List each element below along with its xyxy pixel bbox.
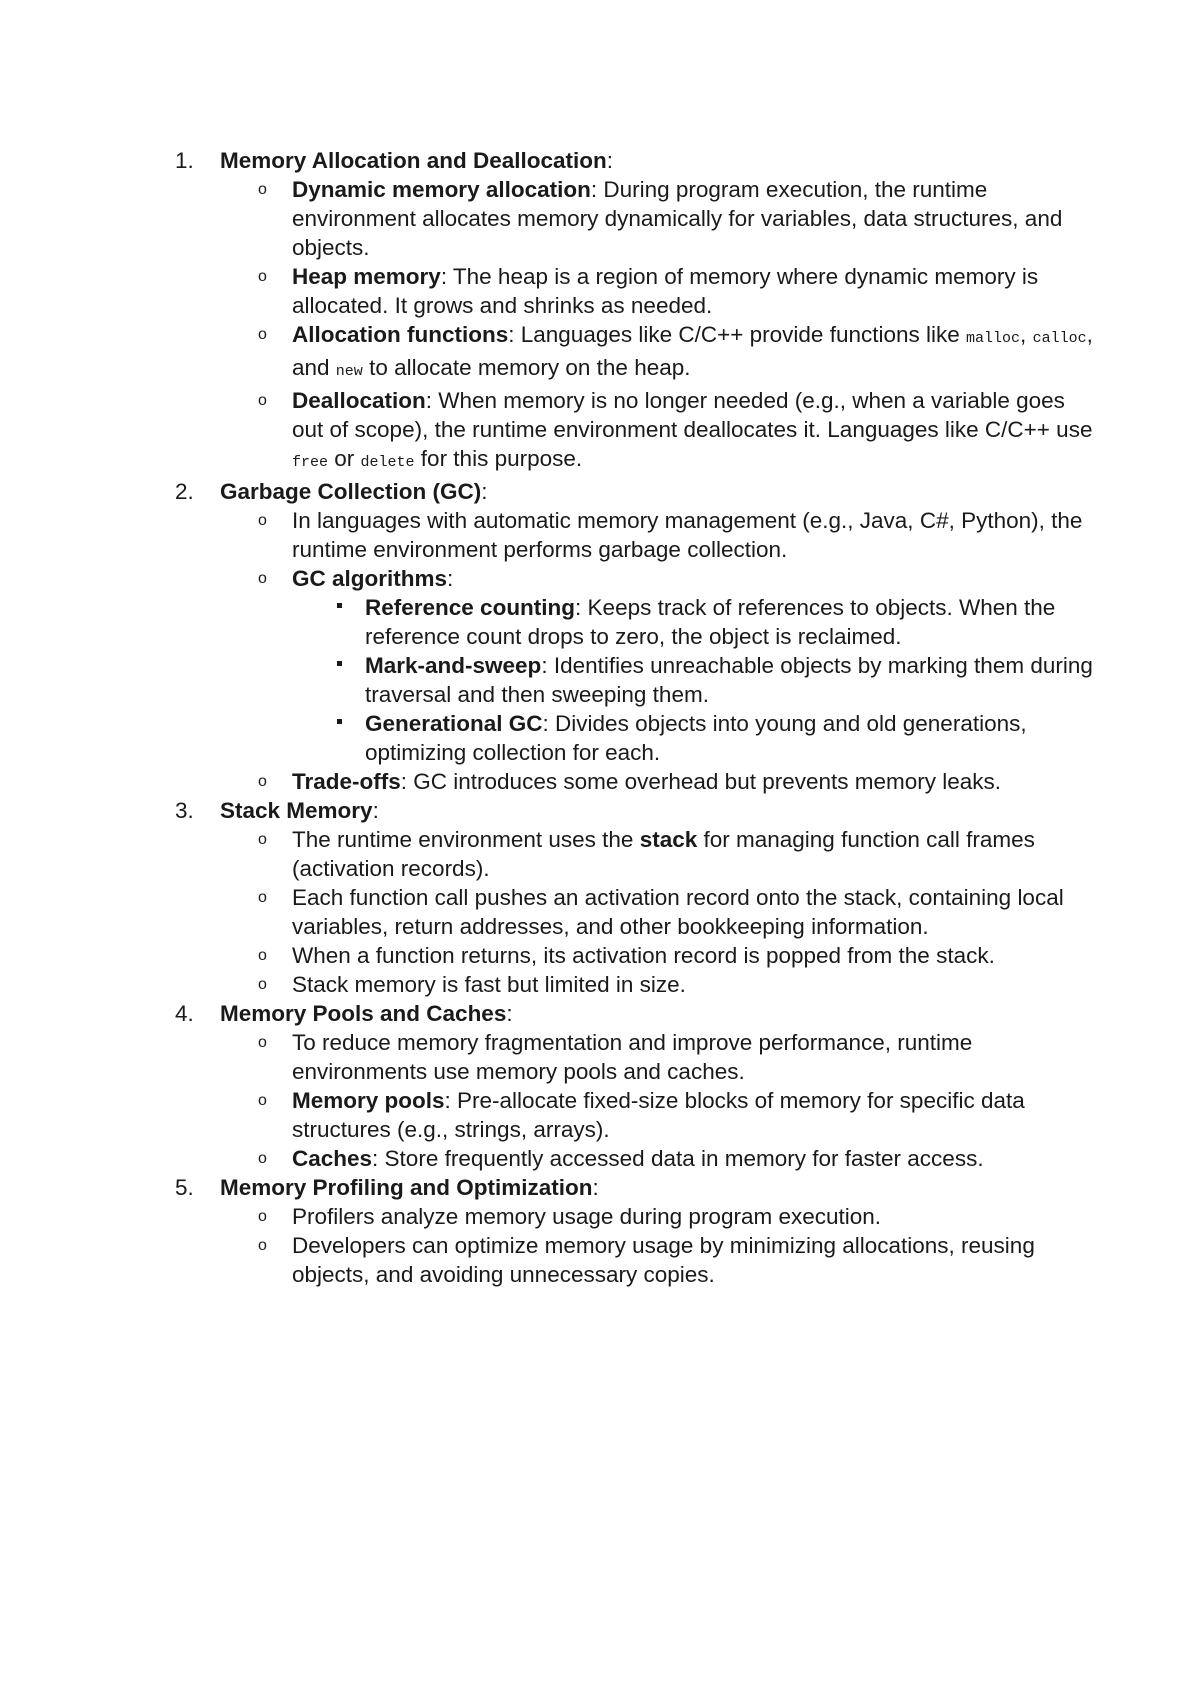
section-4 (175, 999, 1095, 1028)
section-number: 1. (175, 148, 194, 173)
nested-list-item: Reference counting: Keeps track of references to objects. When the reference count drops to zero, the object is reclaimed. (175, 593, 1095, 651)
section-title: Memory Allocation and Deallocation (220, 148, 607, 173)
list-item: o Developers can optimize memory usage by minimizing allocations, reusing objects, and avoiding unnecessary copies. (258, 1233, 1035, 1287)
list-item: o Heap memory: The heap is a region of memory where dynamic memory is allocated. It grows and shrinks as needed. (258, 264, 1039, 318)
section-2 (175, 477, 1095, 506)
list-item: o GC algorithms: (258, 566, 454, 591)
circle-bullet-icon: o (258, 889, 267, 906)
code-snippet: free (292, 454, 329, 471)
section-number: 5. (175, 1175, 194, 1200)
circle-bullet-icon: o (258, 831, 267, 848)
square-bullet-icon (337, 719, 342, 724)
section-heading: 3. Stack Memory: (175, 798, 379, 823)
square-bullet-icon (337, 603, 342, 608)
code-snippet: malloc (966, 330, 1021, 347)
circle-bullet-icon: o (258, 1150, 267, 1167)
list-item: o Memory pools: Pre-allocate fixed-size blocks of memory for specific data structures (e.g., strings, arrays). (258, 1088, 1025, 1142)
section-3 (175, 796, 1095, 825)
document-content (175, 146, 1095, 1289)
nested-list-item: Generational GC: Divides objects into young and old generations, optimizing collection for each. (175, 709, 1095, 767)
circle-bullet-icon: o (258, 976, 267, 993)
circle-bullet-icon: o (258, 1237, 267, 1254)
section-5 (175, 1173, 1095, 1202)
nested-list-item: Mark-and-sweep: Identifies unreachable objects by marking them during traversal and then sweeping them. (175, 651, 1095, 709)
circle-bullet-icon: o (258, 181, 267, 198)
circle-bullet-icon: o (258, 1034, 267, 1051)
square-bullet-icon (337, 661, 342, 666)
circle-bullet-icon: o (258, 326, 267, 343)
circle-bullet-icon: o (258, 1092, 267, 1109)
section-heading: 1. Memory Allocation and Deallocation: (175, 148, 613, 173)
list-item: o Stack memory is fast but limited in size. (258, 972, 686, 997)
section-number: 2. (175, 479, 194, 504)
circle-bullet-icon: o (258, 1208, 267, 1225)
circle-bullet-icon: o (258, 773, 267, 790)
circle-bullet-icon: o (258, 570, 267, 587)
code-snippet: delete (360, 454, 415, 471)
section-title: Memory Pools and Caches (220, 1001, 507, 1026)
section-title: Memory Profiling and Optimization (220, 1175, 593, 1200)
section-title: Stack Memory (220, 798, 373, 823)
code-snippet: calloc (1032, 330, 1087, 347)
list-item: o To reduce memory fragmentation and improve performance, runtime environments use memory pools and caches. (258, 1030, 973, 1084)
list-item: o Caches: Store frequently accessed data in memory for faster access. (258, 1146, 984, 1171)
circle-bullet-icon: o (258, 268, 267, 285)
circle-bullet-icon: o (258, 512, 267, 529)
list-item: o Allocation functions: Languages like C/C++ provide functions like malloc, calloc, and new to allocate memory on the heap. (258, 322, 1093, 380)
section-number: 3. (175, 798, 194, 823)
list-item: o When a function returns, its activation record is popped from the stack. (258, 943, 995, 968)
circle-bullet-icon: o (258, 947, 267, 964)
list-item: o Dynamic memory allocation: During program execution, the runtime environment allocates memory dynamically for variables, data structures, and objects. (258, 177, 1063, 260)
list-item: o In languages with automatic memory management (e.g., Java, C#, Python), the runtime environment performs garbage collection. (258, 508, 1083, 562)
list-item: o Each function call pushes an activation record onto the stack, containing local variables, return addresses, and other bookkeeping information. (258, 885, 1064, 939)
section-number: 4. (175, 1001, 194, 1026)
list-item: o Profilers analyze memory usage during program execution. (258, 1204, 882, 1229)
circle-bullet-icon: o (258, 392, 267, 409)
section-heading: 4. Memory Pools and Caches: (175, 1001, 513, 1026)
code-snippet: new (335, 363, 363, 380)
section-heading: 5. Memory Profiling and Optimization: (175, 1175, 599, 1200)
section-title: Garbage Collection (GC) (220, 479, 482, 504)
list-item: o The runtime environment uses the stack for managing function call frames (activation records). (258, 827, 1035, 881)
section-1 (175, 146, 1095, 175)
section-heading: 2. Garbage Collection (GC): (175, 479, 488, 504)
list-item: o Trade-offs: GC introduces some overhead but prevents memory leaks. (258, 769, 1002, 794)
list-item: o Deallocation: When memory is no longer needed (e.g., when a variable goes out of scope), the runtime environment deallocates it. Languages like C/C++ use free or delete for this purpose. (258, 388, 1093, 471)
